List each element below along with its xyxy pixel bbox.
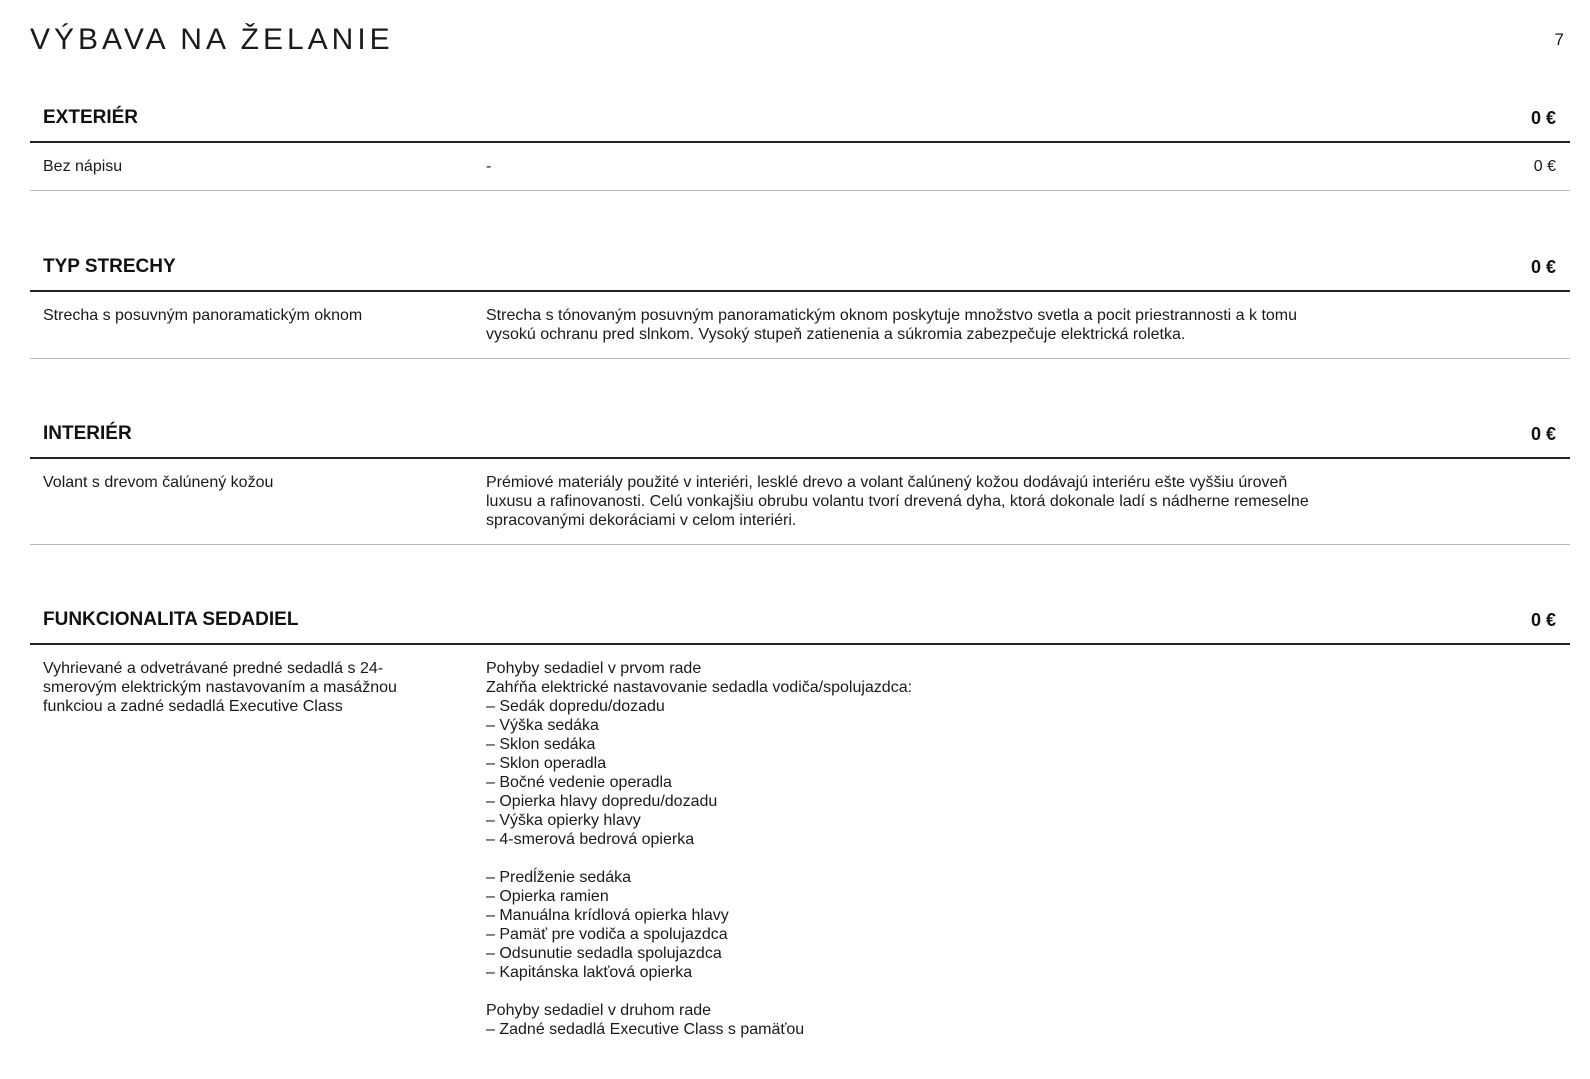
section-title: TYP STRECHY (43, 256, 176, 277)
option-row (30, 143, 1570, 191)
section-exterior (30, 95, 1570, 191)
section-price: 0 € (1530, 610, 1556, 630)
section-title: EXTERIÉR (43, 107, 139, 128)
section-title: INTERIÉR (43, 423, 132, 444)
option-name: Strecha s posuvným panoramatickým oknom (43, 307, 363, 324)
section-roof-type (30, 244, 1570, 359)
section-header (30, 95, 1570, 143)
option-description: Strecha s tónovaným posuvným panoramatickým oknom poskytuje množstvo svetla a pocit priestrannosti a k tomu vysokú ochranu pred slnkom. Vysoký stupeň zatienenia a súkromia zabezpečuje elektrická roletka. (486, 307, 1298, 343)
option-name: Volant s drevom čalúnený kožou (43, 474, 274, 491)
section-header (30, 411, 1570, 459)
option-name: Vyhrievané a odvetrávané predné sedadlá s 24- smerovým elektrickým nastavovaním a masážnou funkciou a zadné sedadlá Executive Class (43, 660, 397, 715)
section-price: 0 € (1530, 108, 1556, 128)
section-header (30, 244, 1570, 292)
option-description: Pohyby sedadiel v prvom rade Zahŕňa elektrické nastavovanie sedadla vodiča/spolujazdca: – Sedák dopredu/dozadu – Výška sedáka – Sklon sedáka – Sklon operadla – Bočné vedenie operadla – Opierka hlavy dopredu/dozadu – Výška opierky hlavy – 4-smerová bedrová opierka – Predĺženie sedáka – Opierka ramien – Manuálna krídlová opierka hlavy – Pamäť pre vodiča a spolujazdca – Odsunutie sedadla spolujazdca – Kapitánska lakťová opierka Pohyby sedadiel v druhom rade – Zadné sedadlá Executive Class s pamäťou (486, 660, 913, 1038)
page-title: VÝBAVA NA ŽELANIE (30, 23, 394, 56)
option-row (30, 459, 1570, 545)
section-interior (30, 411, 1570, 545)
page-number: 7 (1554, 30, 1564, 49)
option-description: Prémiové materiály použité v interiéri, lesklé drevo a volant čalúnený kožou dodávajú interiéru ešte vyššiu úroveň luxusu a rafinovanosti. Celú vonkajšiu obrubu volantu tvorí drevená dyha, ktorá dokonale ladí s nádherne remeselne spracovanými dekoráciami v celom interiéri. (486, 474, 1309, 529)
section-header (30, 597, 1570, 645)
option-name: Bez nápisu (43, 158, 123, 175)
section-seat-functionality (30, 597, 1570, 1075)
option-description: - (486, 158, 492, 175)
option-row (30, 292, 1570, 359)
section-title: FUNKCIONALITA SEDADIEL (43, 609, 299, 630)
option-row (30, 645, 1570, 1075)
option-price: 0 € (1533, 158, 1556, 175)
section-price: 0 € (1530, 424, 1556, 444)
section-price: 0 € (1530, 257, 1556, 277)
